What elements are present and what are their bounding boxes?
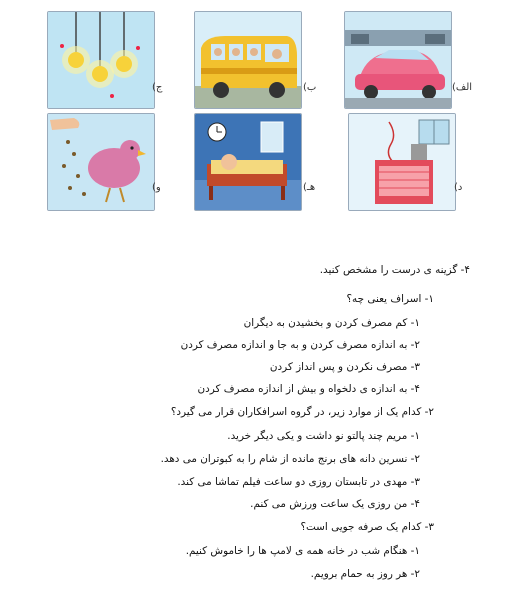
answer-option[interactable]: ۳- مصرف نکردن و پس انداز کردن (269, 361, 420, 373)
picture-label: د) (454, 182, 463, 193)
answer-option[interactable]: ۲- به اندازه مصرف کردن و به جا و اندازه مصرف کردن (180, 339, 420, 351)
question: ۲- کدام یک از موارد زیر، در گروه اسرافکاران قرار می گیرد؟ (170, 406, 434, 418)
picture-lamps (47, 11, 155, 109)
answer-option[interactable]: ۴- به اندازه ی دلخواه و بیش از اندازه مصرف کردن (197, 383, 420, 395)
picture-label: ب) (303, 82, 317, 93)
question: ۱- اسراف یعنی چه؟ (346, 293, 434, 305)
answer-option[interactable]: ۴- من روزی یک ساعت ورزش می کنم. (250, 498, 420, 510)
answer-option[interactable]: ۳- مهدی در تابستان روزی دو ساعت فیلم تماشا می کند. (177, 476, 420, 488)
picture-label: ج) (152, 82, 163, 93)
picture-heater (348, 113, 456, 211)
picture-label: هـ) (303, 182, 316, 193)
picture-bus (194, 11, 302, 109)
answer-option[interactable]: ۲- هر روز به حمام برویم. (310, 568, 420, 580)
answer-option[interactable]: ۱- کم مصرف کردن و بخشیدن به دیگران (243, 317, 420, 329)
picture-label: الف) (452, 82, 473, 93)
answer-option[interactable]: ۲- نسرین دانه های برنج مانده از شام را به کبوتران می دهد. (160, 453, 420, 465)
question: ۳- کدام یک صرفه جویی است؟ (300, 521, 434, 533)
picture-car (344, 11, 452, 109)
picture-bed (194, 113, 302, 211)
picture-label: و) (152, 182, 161, 193)
section-title: ۴- گزینه ی درست را مشخص کنید. (319, 264, 470, 276)
answer-option[interactable]: ۱- هنگام شب در خانه همه ی لامپ ها را خاموش کنیم. (185, 545, 420, 557)
picture-feeding-bird (47, 113, 155, 211)
answer-option[interactable]: ۱- مریم چند پالتو نو داشت و یکی دیگر خرید. (227, 430, 420, 442)
